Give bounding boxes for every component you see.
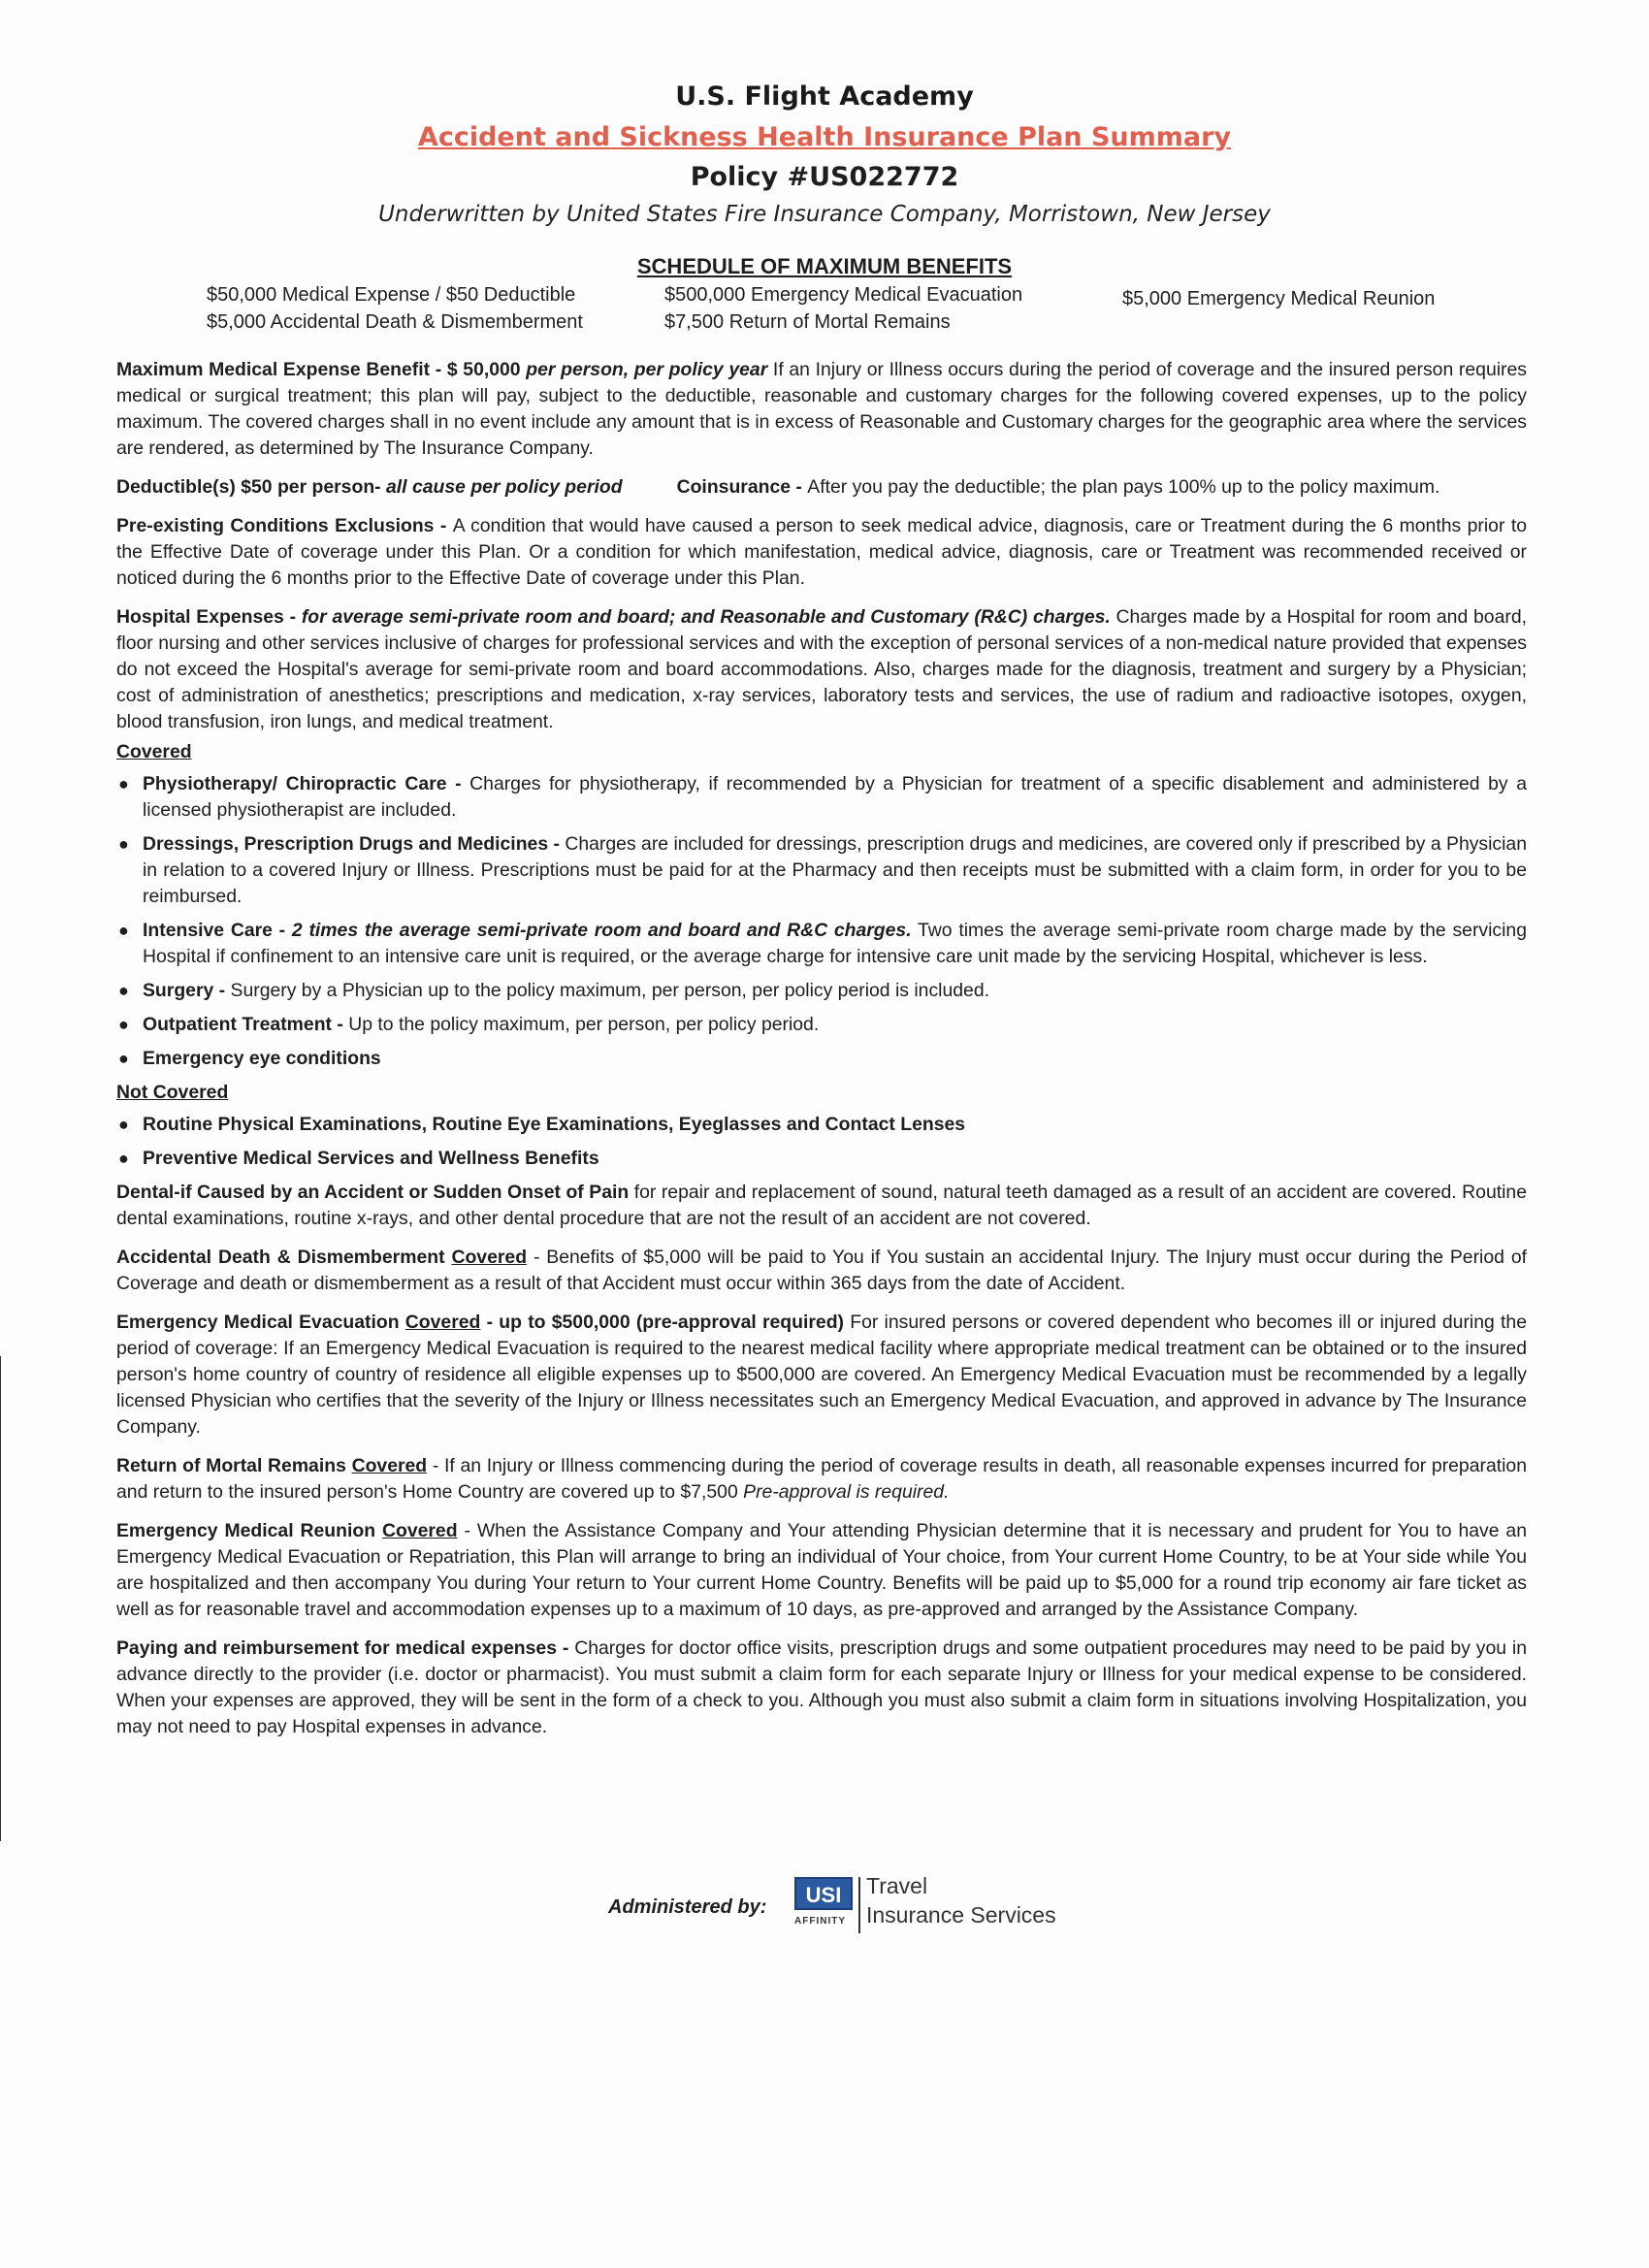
item-lead: Intensive Care - [143,920,292,941]
section-body: Charges made by a Hospital for room and board, floor nursing and other services inclusive of charges for professional services and with the exception of personal services of a non-medical nature provided that expenses do not exceed the Hospital's average for semi-private room and board accommodations. Also, charges made for the diagnosis, treatment and surgery by a Physician; cost of administration of anesthetics; prescriptions and medication, x-ray services, laboratory tests and services, the use of radium and radioactive isotopes, oxygen, blood transfusion, iron lungs, and medical treatment. [116,606,1528,732]
schedule-title: SCHEDULE OF MAXIMUM BENEFITS [636,254,1013,278]
item-body: Charges are included for dressings, prescription drugs and medicines, are covered only if prescribed by a Physician in relation to a covered Injury or Illness. Prescriptions must be paid for at the Pharmacy and then receipts must be submitted with a claim form, in order for you to be reimbursed. [143,833,1527,907]
list-item [116,1046,1527,1072]
section-lead: Return of Mortal Remains [116,1455,352,1476]
policy-number: Policy #US022772 [690,162,959,192]
section-lead: Accidental Death & Dismemberment [116,1247,452,1268]
logo-line-2: Insurance Services [866,1902,1056,1928]
section-lead-2: - up to $500,000 (pre-approval required) [480,1312,845,1333]
evacuation-section [116,1310,1527,1441]
not-covered-heading: Not Covered [116,1082,229,1103]
list-item [116,918,1527,970]
scan-edge-line [0,1356,1,1841]
coinsurance-lead: Coinsurance - [676,476,808,498]
item-body: Two times the average semi-private room charge made by the servicing Hospital if confinement to an intensive care unit is required, or the average charge for intensive care unit made by the servicing Hospital, whichever is less. [143,920,1527,967]
list-item [116,978,1527,1004]
bullet-icon: ● [118,1149,129,1168]
item-lead: Dressings, Prescription Drugs and Medicines - [143,833,566,855]
schedule-item: $50,000 Medical Expense / $50 Deductible [207,284,576,306]
covered-label: Covered [351,1455,428,1476]
bullet-icon: ● [118,834,129,854]
section-lead-italic: for average semi-private room and board; and Reasonable and Customary (R&C) charges. [301,606,1111,628]
org-name: U.S. Flight Academy [675,81,974,112]
not-covered-list [116,1112,1527,1172]
section-body: - When the Assistance Company and Your attending Physician determine that it is necessary and prudent for You to have an Emergency Medical Evacuation or Repatriation, this Plan will arrange to bring an individual of Your choice, from Your current Home Country, to be at Your side while You are hospitalized and then accompany You during Your return to Your current Home Country. Benefits will be paid up to $5,000 for a round trip economy air fare ticket as well as for reasonable travel and accommodation expenses up to a maximum of 10 days, as pre-approved and arranged by the Assistance Company. [116,1520,1527,1620]
item-body: Charges for physiotherapy, if recommended by a Physician for treatment of a specific disablement and administered by a licensed physiotherapist are included. [143,773,1527,821]
list-item [116,771,1527,824]
document-body [116,357,1527,1753]
max-medical-section [116,357,1527,462]
schedule-col-2 [664,281,1022,336]
section-lead: Deductible(s) $50 per person- [116,476,387,498]
bullet-icon: ● [118,1015,129,1034]
schedule-item: $5,000 Accidental Death & Dismemberment [207,311,583,333]
list-item [116,831,1527,910]
plan-title: Accident and Sickness Health Insurance Plan Summary [417,122,1232,152]
bullet-icon: ● [118,1115,129,1134]
section-lead: Emergency Medical Reunion [116,1520,382,1541]
paying-section [116,1636,1527,1740]
schedule-item: $7,500 Return of Mortal Remains [664,311,951,333]
section-body: If an Injury or Illness occurs during the period of coverage and the insured person requires medical or surgical treatment; this plan will pay, subject to the deductible, reasonable and customary charges for the following covered expenses, up to the policy maximum. The covered charges shall in no event include any amount that is in excess of Reasonable and Customary charges for the geographic area where the services are rendered, as determined by The Insurance Company. [116,359,1527,459]
covered-heading: Covered [116,741,192,762]
covered-label: Covered [404,1312,481,1333]
section-body: for repair and replacement of sound, natural teeth damaged as a result of an accident are covered. Routine dental examinations, routine x-rays, and other dental procedure that are not the result of an accident are not covered. [116,1182,1527,1229]
item-text: Routine Physical Examinations, Routine Eye Examinations, Eyeglasses and Contact Lenses [143,1114,966,1135]
logo-affinity-text: AFFINITY [794,1916,846,1927]
hospital-section [116,604,1527,735]
item-lead-italic: 2 times the average semi-private room and board and R&C charges. [291,920,912,941]
remains-section [116,1453,1527,1506]
list-item [116,1012,1527,1038]
covered-label: Covered [381,1520,458,1541]
covered-list [116,771,1527,1072]
section-body: A condition that would have caused a person to seek medical advice, diagnosis, care or Treatment during the 6 months prior to the Effective Date of coverage under this Plan. Or a condition for which manifestation, medical advice, diagnosis, care or Treatment was recommended received or noticed during the 6 months prior to the Effective Date of coverage under this Plan. [116,515,1528,589]
list-item [116,1146,1527,1172]
underwriter-line: Underwritten by United States Fire Insurance Company, Morristown, New Jersey [378,202,1271,227]
list-item [116,1112,1527,1138]
section-lead: Maximum Medical Expense Benefit - $ 50,000 [116,359,527,380]
bullet-icon: ● [118,921,129,940]
section-lead: Pre-existing Conditions Exclusions - [116,515,453,536]
section-body: - If an Injury or Illness commencing during the period of coverage results in death, all reasonable expenses incurred for preparation and return to the insured person's Home Country are covered up to $7,500 [116,1455,1527,1503]
item-lead: Physiotherapy/ Chiropractic Care - [143,773,470,794]
admin-label: Administered by: [608,1896,767,1918]
bullet-icon: ● [118,774,129,794]
schedule-item: $5,000 Emergency Medical Reunion [1122,288,1436,309]
schedule-item: $500,000 Emergency Medical Evacuation [664,284,1023,306]
section-lead: Dental-if Caused by an Accident or Sudden Onset of Pain [116,1182,634,1203]
section-lead: Emergency Medical Evacuation [116,1312,405,1333]
section-body: Charges for doctor office visits, prescription drugs and some outpatient procedures may need to be paid by you in advance directly to the provider (i.e. doctor or pharmacist). You must submit a claim form for each separate Injury or Illness for your medical expense to be considered. When your expenses are approved, they will be sent in the form of a check to you. Although you must also submit a claim form in situations involving Hospitalization, you may not need to pay Hospital expenses in advance. [116,1637,1528,1737]
logo-divider [858,1877,860,1933]
section-lead: Hospital Expenses - [116,606,302,628]
item-lead: Outpatient Treatment - [143,1014,349,1035]
coinsurance-body: After you pay the deductible; the plan pays 100% up to the policy maximum. [807,476,1440,498]
reunion-section [116,1518,1527,1623]
item-text: Preventive Medical Services and Wellness Benefits [143,1148,599,1169]
usi-logo [794,1873,1115,1937]
usi-logo-box: USI [794,1877,853,1910]
item-lead: Emergency eye conditions [143,1048,381,1069]
document-header [0,76,1649,231]
administered-by [608,1873,1113,1935]
section-body: - Benefits of $5,000 will be paid to You if You sustain an accidental Injury. The Injury must occur during the Period of Coverage and death or dismemberment as a result of that Accident must occur within 365 days from the date of Accident. [116,1247,1527,1294]
section-lead-italic: per person, per policy year [526,359,768,380]
logo-line-1: Travel [866,1873,928,1898]
item-body: Up to the policy maximum, per person, per policy period. [348,1014,820,1035]
dental-section [116,1180,1527,1232]
bullet-icon: ● [118,1049,129,1068]
add-section [116,1245,1527,1297]
covered-label: Covered [451,1247,528,1268]
section-lead-italic: all cause per policy period [386,476,623,498]
section-italic-tail: Pre-approval is required. [743,1481,950,1503]
bullet-icon: ● [118,981,129,1000]
deductible-section [116,474,1527,501]
preexisting-section [116,513,1527,592]
section-lead: Paying and reimbursement for medical expenses - [116,1637,575,1659]
schedule-col-1 [207,281,583,336]
schedule-col-3 [1122,285,1435,312]
section-body: For insured persons or covered dependent who becomes ill or injured during the period of coverage: If an Emergency Medical Evacuation is required to the nearest medical facility where appropriate medical treatment can be obtained or to the insured person's home country of country of residence all eligible expenses up to $500,000 are covered. An Emergency Medical Evacuation must be recommended by a legally licensed Physician who certifies that the severity of the Injury or Illness necessitates such an Emergency Medical Evacuation, and approved in advance by The Insurance Company. [116,1312,1527,1438]
item-lead: Surgery - [143,980,231,1001]
item-body: Surgery by a Physician up to the policy maximum, per person, per policy period is included. [230,980,989,1001]
